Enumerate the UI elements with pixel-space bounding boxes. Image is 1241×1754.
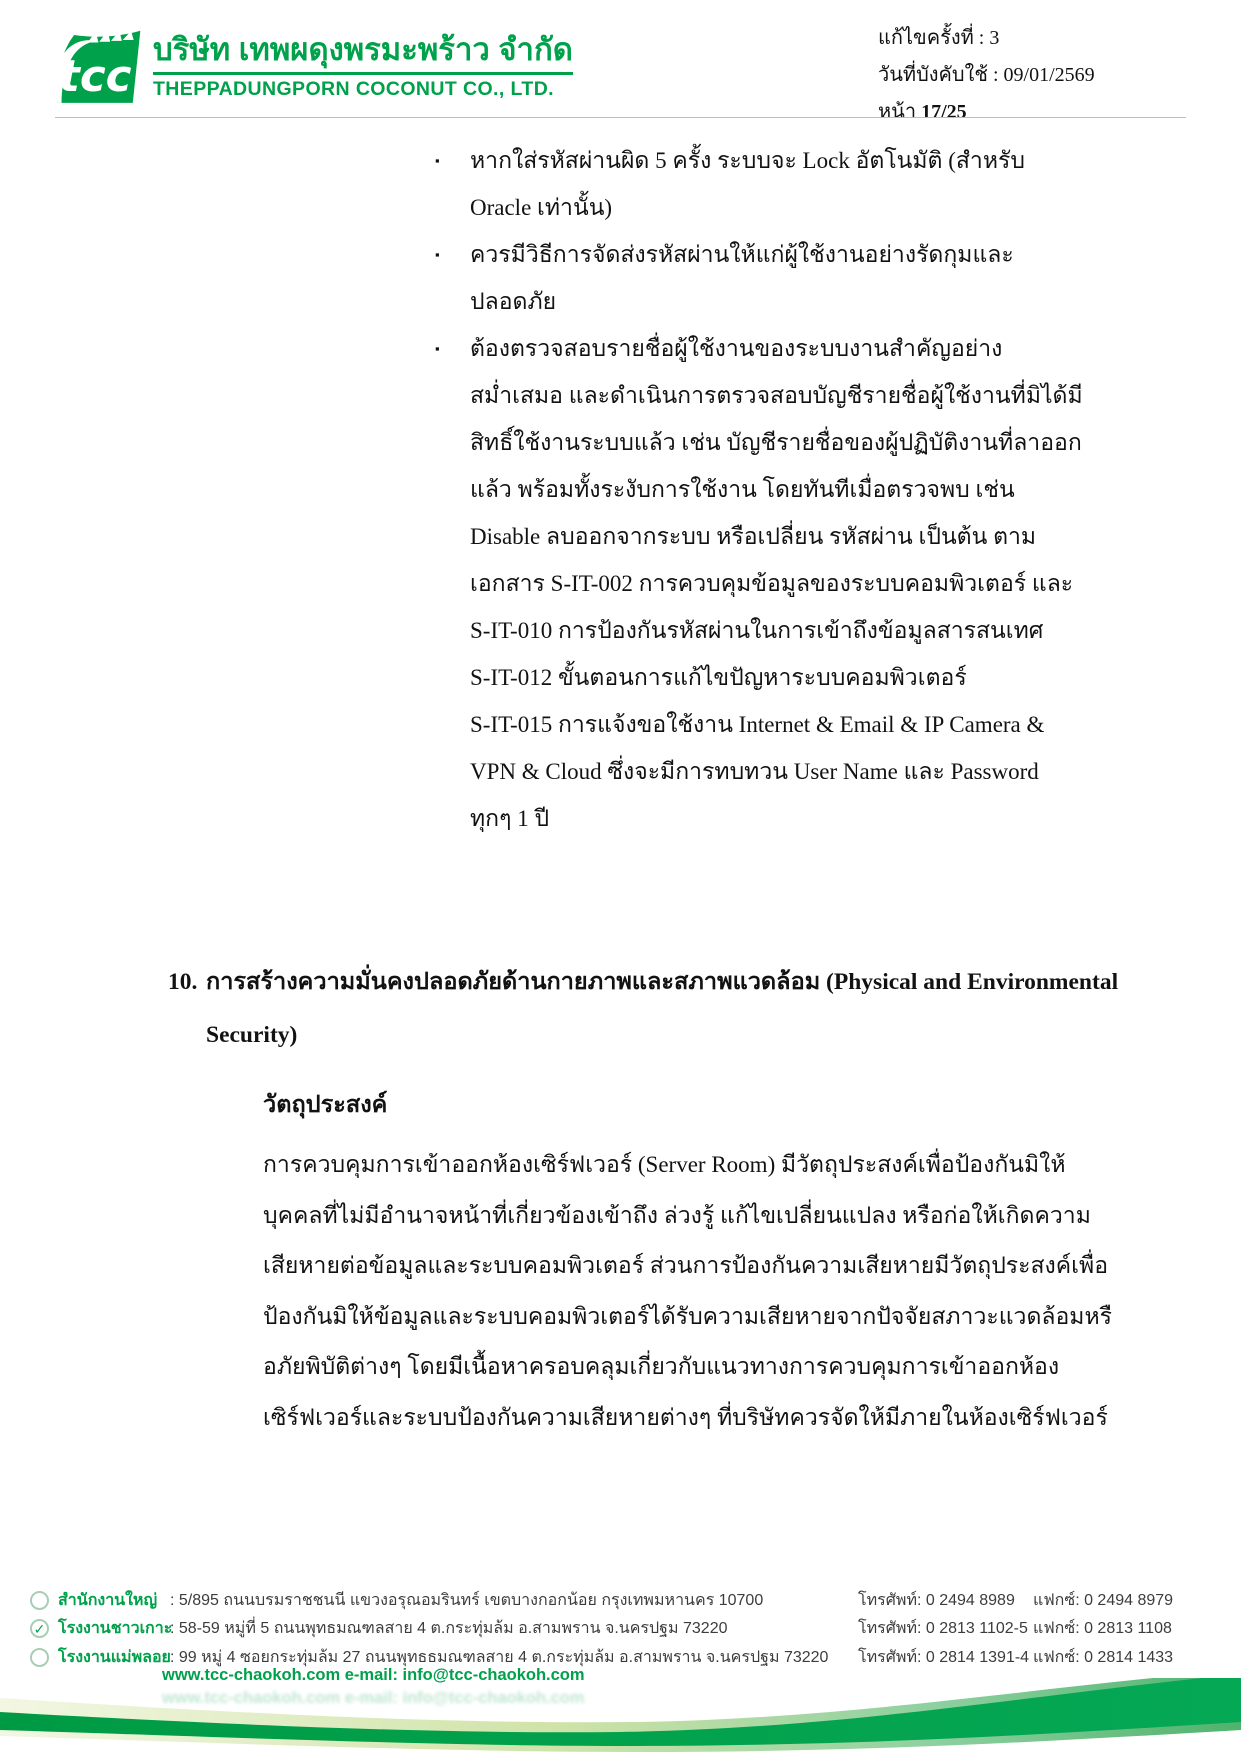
text-line: แล้ว พร้อมทั้งระงับการใช้งาน โดยทันทีเมื่อตรวจพบ เช่น (470, 477, 1015, 502)
list-item (433, 231, 1083, 325)
list-item (433, 137, 1083, 231)
text-line: ทุกๆ 1 ปี (470, 806, 550, 831)
text-line: Security) (206, 1022, 298, 1048)
location-marker-icon (30, 1591, 58, 1610)
location-fax: แฟกซ์: 0 2814 1433 (1033, 1648, 1174, 1666)
svg-text:tcc: tcc (59, 52, 132, 103)
section-number: 10. (168, 969, 198, 995)
text-line: ปลอดภัย (470, 289, 557, 314)
footer-wave-graphic (0, 1678, 1241, 1754)
text-line: การสร้างความมั่นคงปลอดภัยด้านกายภาพและสภาพแวดล้อม (Physical and Environmental (206, 969, 1119, 995)
bullet-icon: ▪ (435, 341, 440, 356)
location-label: สำนักงานใหญ่ (58, 1591, 158, 1609)
bullet-text (470, 137, 1083, 231)
footer (30, 1586, 1220, 1672)
text-line: ต้องตรวจสอบรายชื่อผู้ใช้งานของระบบงานสำคัญอย่าง (470, 336, 1003, 361)
location-phone: โทรศัพท์: 0 2813 1102-5 (858, 1620, 1028, 1638)
tcc-logo-icon (54, 27, 142, 105)
location-marker-icon (30, 1648, 58, 1667)
text-line: อภัยพิบัติต่างๆ โดยมีเนื้อหาครอบคลุมเกี่ยวกับแนวทางการควบคุมการเข้าออกห้อง (263, 1354, 1060, 1379)
text-line: หากใส่รหัสผ่านผิด 5 ครั้ง ระบบจะ Lock อัตโนมัติ (สำหรับ (470, 148, 1025, 173)
website-reflection: www.tcc-chaokoh.com e-mail: info@tcc-chaokoh.com (162, 1689, 585, 1707)
text-line: VPN & Cloud ซึ่งจะมีการทบทวน User Name และ Password (470, 759, 1039, 784)
text-line: S-IT-015 การแจ้งขอใช้งาน Internet & Email & IP Camera & (470, 712, 1045, 737)
location-phone: โทรศัพท์: 0 2814 1391-4 (858, 1648, 1030, 1666)
location-fax: แฟกซ์: 0 2494 8979 (1033, 1591, 1174, 1609)
check-circle-icon (30, 1591, 49, 1610)
text-line: เอกสาร S-IT-002 การควบคุมข้อมูลของระบบคอมพิวเตอร์ และ (470, 571, 1074, 596)
header-divider (55, 117, 1186, 118)
text-line: ป้องกันมิให้ข้อมูลและระบบคอมพิวเตอร์ได้รับความเสียหายจากปัจจัยสภาวะแวดล้อมหรื (263, 1303, 1112, 1329)
location-address: : 99 หมู่ 4 ซอยกระทุ่มล้ม 27 ถนนพุทธธมณฑลสาย 4 ต.กระทุ่มล้ม อ.สามพราน จ.นครปฐม 73220 (170, 1648, 829, 1666)
check-circle-icon: ✓ (30, 1619, 49, 1638)
page-number-value: 17/25 (921, 101, 967, 123)
list-item (433, 325, 1083, 842)
company-name-english: THEPPADUNGPORN COCONUT CO., LTD. (153, 77, 554, 100)
text-line: S-IT-010 การป้องกันรหัสผ่านในการเข้าถึงข้อมูลสารสนเทศ (470, 618, 1044, 643)
objective-heading: วัตถุประสงค์ (263, 1092, 388, 1118)
text-line: Oracle เท่านั้น) (470, 195, 613, 220)
text-line: S-IT-012 ขั้นตอนการแก้ไขปัญหาระบบคอมพิวเตอร์ (470, 665, 967, 690)
location-label: โรงงานแม่พลอย (58, 1648, 171, 1666)
revision-line: แก้ไขครั้งที่ : 3 (878, 27, 1000, 49)
text-line: สม่ำเสมอ และดำเนินการตรวจสอบบัญชีรายชื่อผู้ใช้งานที่มิได้มี (470, 383, 1083, 408)
footer-location-row (30, 1586, 1220, 1615)
footer-location-row (30, 1615, 1220, 1644)
text-line: เซิร์ฟเวอร์และระบบป้องกันความเสียหายต่างๆ ที่บริษัทควรจัดให้มีภายในห้องเซิร์ฟเวอร์ (263, 1404, 1108, 1430)
objective-paragraph (263, 1140, 1112, 1443)
text-line: สิทธิ์ใช้งานระบบแล้ว เช่น บัญชีรายชื่อของผู้ปฏิบัติงานที่ลาออก (470, 430, 1082, 455)
text-line: ควรมีวิธีการจัดส่งรหัสผ่านให้แก่ผู้ใช้งานอย่างรัดกุมและ (470, 242, 1014, 267)
text-line: Disable ลบออกจากระบบ หรือเปลี่ยน รหัสผ่าน เป็นต้น ตาม (470, 524, 1037, 549)
location-phone: โทรศัพท์: 0 2494 8989 (858, 1591, 1015, 1609)
text-line: บุคคลที่ไม่มีอำนาจหน้าที่เกี่ยวข้องเข้าถึง ล่วงรู้ แก้ไขเปลี่ยนแปลง หรือก่อให้เกิดความ (263, 1202, 1091, 1228)
location-address: : 5/895 ถนนบรมราชชนนี แขวงอรุณอมรินทร์ เขตบางกอกน้อย กรุงเทพมหานคร 10700 (170, 1591, 764, 1609)
company-name-thai: บริษัท เทพผดุงพรมะพร้าว จำกัด (153, 32, 573, 75)
location-fax: แฟกซ์: 0 2813 1108 (1033, 1620, 1172, 1638)
text-line: เสียหายต่อข้อมูลและระบบคอมพิวเตอร์ ส่วนการป้องกันความเสียหายมีวัตถุประสงค์เพื่อ (263, 1253, 1109, 1278)
location-label: โรงงานชาวเกาะ (58, 1620, 173, 1638)
section-heading (168, 956, 1118, 1062)
document-meta (878, 20, 1095, 131)
effective-date-line: วันที่บังคับใช้ : 09/01/2569 (878, 64, 1095, 86)
bullet-text (470, 231, 1083, 325)
bullet-list (433, 137, 1083, 842)
bullet-icon: ▪ (435, 153, 440, 168)
bullet-icon: ▪ (435, 247, 440, 262)
company-name-block (153, 32, 573, 101)
section-title (206, 956, 1118, 1062)
page-number-line: หน้า 17/25 (878, 101, 967, 123)
bullet-text (470, 325, 1083, 842)
text-line: การควบคุมการเข้าออกห้องเซิร์ฟเวอร์ (Server Room) มีวัตถุประสงค์เพื่อป้องกันมิให้ (263, 1152, 1066, 1177)
location-address: : 58-59 หมู่ที่ 5 ถนนพุทธมณฑลสาย 4 ต.กระทุ่มล้ม อ.สามพราน จ.นครปฐม 73220 (170, 1620, 728, 1638)
check-circle-icon (30, 1648, 49, 1667)
location-marker-icon (30, 1619, 58, 1638)
website-line: www.tcc-chaokoh.com e-mail: info@tcc-chaokoh.com (162, 1666, 585, 1684)
